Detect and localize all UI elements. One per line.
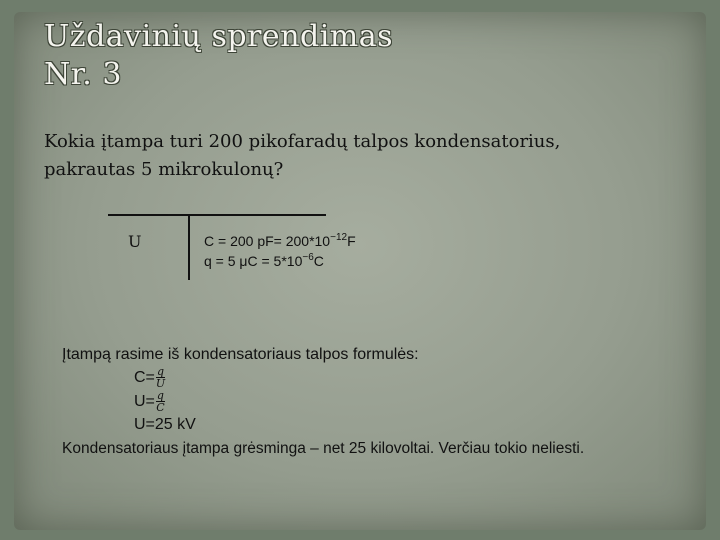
slide-title <box>44 18 393 94</box>
conclusion: Kondensatoriaus įtampa grėsminga – net 25 kilovoltai. Verčiau tokio neliesti. <box>62 440 585 457</box>
unknown-quantity: U <box>128 232 142 251</box>
formula-capacitance: C= $\frac{q}{U}$ <box>134 365 166 390</box>
given-capacitance: C = 200 $pF= 200*10^{-12}F$ <box>204 232 356 249</box>
given-data <box>204 231 356 271</box>
given-charge: q = 5 $\mu C = 5*10^{-6}C$ <box>204 252 324 269</box>
title-line-2: Nr. 3 <box>44 57 122 92</box>
given-vertical-line <box>188 214 190 280</box>
fraction: $\frac{q}{C}$ <box>156 389 165 414</box>
title-line-1: Uždavinių sprendimas <box>44 19 394 54</box>
solution-intro: Įtampą rasime iš kondensatoriaus talpos formulės: <box>62 346 419 363</box>
given-table <box>108 214 356 280</box>
problem-question: Kokia įtampa turi 200 pikofaradų talpos kondensatorius, pakrautas 5 mikrokulonų? <box>44 131 561 180</box>
answer: U=25 kV <box>134 416 196 433</box>
fraction: $\frac{q}{U}$ <box>155 365 166 390</box>
solution-block <box>62 344 622 460</box>
given-horizontal-line <box>108 214 326 216</box>
formula-voltage: U= $\frac{q}{C}$ <box>134 389 165 414</box>
